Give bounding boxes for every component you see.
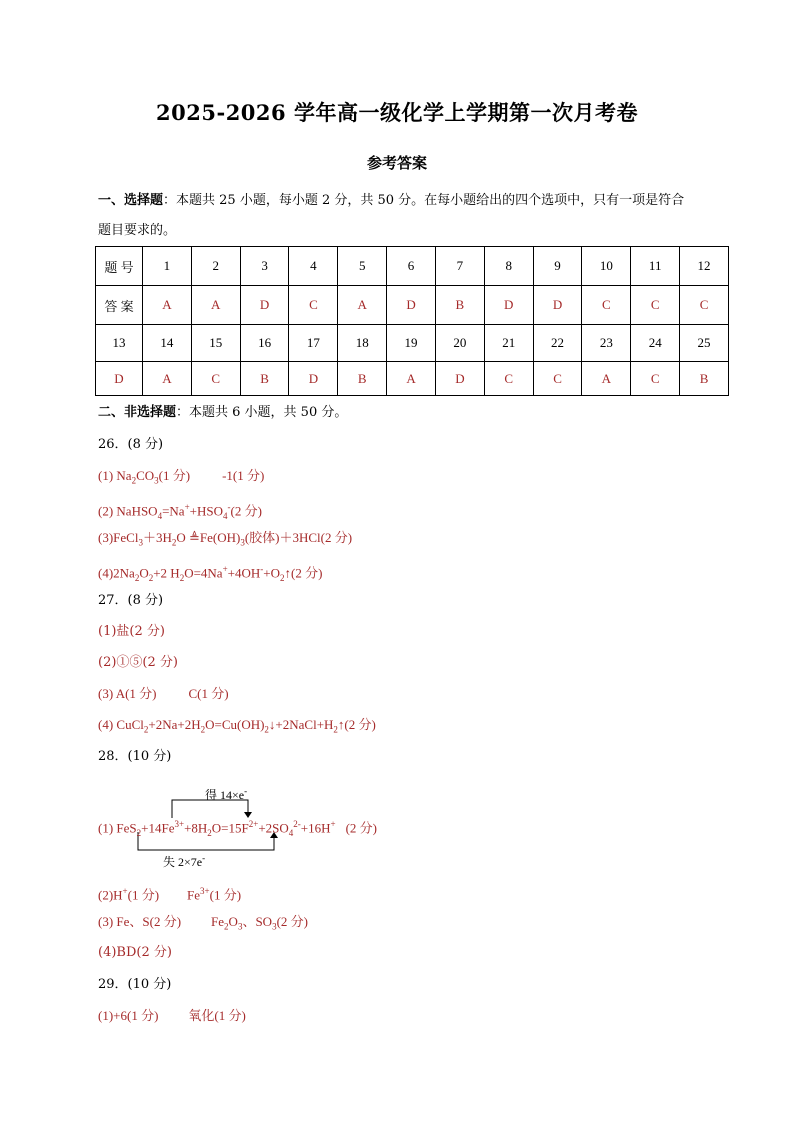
q27-a4-sub: 2: [200, 724, 206, 735]
q29-header: 29．(10 分): [98, 977, 172, 992]
section2-text: ：本题共 6 小题，共 50 分。: [176, 405, 348, 420]
table-cell: A: [143, 362, 192, 396]
table-cell: C: [289, 286, 338, 325]
section1-line1: [98, 193, 684, 209]
q26-a3-text: (3)FeCl: [98, 530, 139, 545]
table-cell: 7: [435, 247, 484, 286]
table-cell: A: [143, 286, 192, 325]
table-cell: C: [582, 286, 631, 325]
table-cell: 3: [240, 247, 289, 286]
row-label-num: 题 号: [96, 247, 143, 286]
q29-a1-text: (1)+6(1 分): [98, 1008, 159, 1023]
q28-answer-2: [98, 883, 241, 903]
section1-heading: 一、选择题: [98, 193, 164, 208]
q26-a2-sub: 4: [223, 510, 228, 521]
table-row: [96, 362, 729, 396]
q28-a3-sub: 3: [272, 921, 277, 932]
table-cell: 16: [240, 325, 289, 362]
q26-a4-text: +4OH: [227, 565, 261, 581]
q26-a4-sup: +: [222, 564, 228, 574]
q28-a2-text: (1 分): [127, 887, 160, 903]
q28-eq-text: +14Fe: [141, 820, 175, 836]
page-subtitle: 参考答案: [366, 154, 427, 172]
q27-a4-sub: 2: [333, 724, 338, 735]
table-cell: 25: [680, 325, 729, 362]
table-cell: 11: [631, 247, 680, 286]
q29-answer-1: [98, 1008, 246, 1024]
q26-a2-text: (2) NaHSO: [98, 503, 158, 519]
q28-eq-sup: 2-: [293, 819, 301, 829]
table-cell: D: [484, 286, 533, 325]
table-cell: 23: [582, 325, 631, 362]
q26-a4-text: +O: [263, 565, 281, 581]
table-row: [96, 325, 729, 362]
q29-a1-text: 氧化(1 分): [188, 1008, 246, 1023]
table-cell: 15: [191, 325, 240, 362]
table-cell: 24: [631, 325, 680, 362]
q26-a3-sub: 3: [240, 537, 245, 548]
table-cell: B: [240, 362, 289, 396]
q26-answer-2: [98, 499, 262, 524]
table-cell: D: [96, 362, 143, 396]
table-cell: A: [387, 362, 436, 396]
q26-a1-score: (1 分): [158, 468, 191, 483]
q27-a4-text: ↓+2NaCl+H: [268, 717, 334, 732]
q26-a2-sub: 4: [157, 510, 163, 521]
q26-a2-text: +HSO: [189, 503, 223, 519]
q27-a3-text: (3) A(1 分): [98, 686, 157, 701]
q26-a4-sub: 2: [280, 572, 285, 583]
section1-text: ：本题共 25 小题，每小题 2 分，共 50 分。在每小题给出的四个选项中，只有一项是符合: [163, 193, 685, 208]
q28-a2-text: (1 分): [209, 887, 242, 903]
table-cell: 5: [338, 247, 387, 286]
q26-a4-sub: 2: [148, 572, 154, 583]
table-cell: C: [631, 362, 680, 396]
lose-label-sup: -: [202, 853, 206, 863]
gain-label-sup: -: [244, 786, 248, 796]
q26-a4-sub: 2: [179, 572, 185, 583]
q28-eq-text: +2SO: [258, 820, 289, 836]
q26-a3-text: O ≜Fe(OH): [176, 530, 241, 545]
table-cell: 19: [387, 325, 436, 362]
table-cell: 17: [289, 325, 338, 362]
q27-answer-3: [98, 686, 229, 702]
q27-a4-text: O=Cu(OH): [205, 717, 265, 732]
table-cell: D: [289, 362, 338, 396]
table-cell: C: [191, 362, 240, 396]
q28-a2-sup: +: [122, 886, 128, 896]
q28-a3-text: (2 分): [276, 914, 308, 929]
q26-header: 26．(8 分): [98, 437, 164, 452]
q28-header: 28．(10 分): [98, 749, 172, 764]
table-cell: 14: [143, 325, 192, 362]
table-cell: D: [533, 286, 582, 325]
q27-a3-text: C(1 分): [188, 686, 229, 701]
table-cell: D: [387, 286, 436, 325]
section2-heading: 二、非选择题: [98, 405, 177, 420]
table-row: [96, 286, 729, 325]
table-cell: 22: [533, 325, 582, 362]
q28-eq-sub: 2: [136, 827, 142, 838]
q26-a3-sub: 2: [171, 537, 177, 548]
section2-line: [98, 405, 347, 421]
q28-a3-sub: 3: [237, 921, 243, 932]
lose-label-text: 失 2×7e: [163, 855, 203, 869]
q27-a4-text: ↑(2 分): [337, 717, 376, 732]
q26-a2-score: (2 分): [230, 503, 262, 519]
table-cell: 2: [191, 247, 240, 286]
q26-a4-text: O: [139, 565, 149, 581]
q28-a3-text: O: [228, 914, 238, 929]
q26-a1-answer-b: -1(1 分): [222, 468, 265, 483]
q27-a4-text: +2Na+2H: [148, 717, 201, 732]
q26-a1-sub: 3: [154, 475, 159, 486]
table-cell: D: [435, 362, 484, 396]
q26-a1-text: (1) Na: [98, 468, 132, 483]
section1-line2: 题目要求的。: [98, 223, 177, 238]
q27-answer-4: [98, 717, 376, 738]
lose-label: [163, 850, 205, 870]
q28-answer-1: [98, 816, 377, 841]
q26-a4-sub: 2: [134, 572, 140, 583]
table-cell: C: [533, 362, 582, 396]
q26-a1-sub: 2: [131, 475, 137, 486]
table-cell: 8: [484, 247, 533, 286]
table-cell: C: [631, 286, 680, 325]
table-cell: 1: [143, 247, 192, 286]
q28-a3-text: 、SO: [242, 914, 273, 929]
q27-answer-2: (2)①⑤(2 分): [98, 655, 178, 670]
q26-a4-text: (4)2Na: [98, 565, 135, 581]
q28-eq-score: (2 分): [345, 820, 378, 836]
table-cell: A: [338, 286, 387, 325]
q26-a1-text: CO: [136, 468, 155, 483]
q27-a4-text: (4) CuCl: [98, 717, 144, 732]
table-cell: 4: [289, 247, 338, 286]
q28-eq-text: +8H: [184, 820, 208, 836]
table-cell: C: [484, 362, 533, 396]
gain-label: [205, 783, 247, 803]
table-cell: 10: [582, 247, 631, 286]
page-title: 2025-2026 学年高一级化学上学期第一次月考卷: [156, 100, 638, 125]
q26-a3-text: ＋3H: [142, 530, 172, 545]
table-cell: B: [680, 362, 729, 396]
q28-eq-sup: +: [330, 819, 336, 829]
q28-eq-text: O=15F: [211, 820, 249, 836]
q28-eq-sup: 3+: [174, 819, 185, 829]
answer-table: [95, 246, 729, 396]
q26-answer-1: [98, 468, 264, 489]
q26-answer-3: [98, 530, 352, 551]
q28-answer-3: [98, 914, 308, 935]
q26-a2-sup: +: [184, 502, 190, 512]
q26-answer-4: [98, 561, 322, 586]
table-cell: 21: [484, 325, 533, 362]
q28-eq-sub: 2: [207, 827, 212, 838]
table-cell: A: [582, 362, 631, 396]
q27-header: 27．(8 分): [98, 593, 164, 608]
q26-a4-text: ↑(2 分): [284, 565, 323, 581]
q28-a2-text: (2)H: [98, 887, 123, 903]
q28-a2-sup: 3+: [200, 886, 210, 896]
table-row: [96, 247, 729, 286]
q28-eq-sup: 2+: [248, 819, 259, 829]
table-cell: 13: [96, 325, 143, 362]
q26-a4-text: +2 H: [153, 565, 180, 581]
table-cell: 6: [387, 247, 436, 286]
row-label-ans: 答 案: [96, 286, 143, 325]
table-cell: 18: [338, 325, 387, 362]
q28-a2-text: Fe: [187, 887, 201, 903]
q26-a2-text: =Na: [162, 503, 185, 519]
table-cell: A: [191, 286, 240, 325]
q26-a4-text: O=4Na: [184, 565, 223, 581]
q26-a4-sup: -: [260, 564, 264, 574]
q28-answer-4: (4)BD(2 分): [98, 945, 172, 960]
q26-a3-text: (胶体)＋3HCl(2 分): [244, 530, 353, 545]
table-cell: B: [435, 286, 484, 325]
q28-a3-sub: 2: [224, 921, 229, 932]
gain-label-text: 得 14×e: [205, 788, 245, 802]
table-cell: 12: [680, 247, 729, 286]
q28-eq-sub: 4: [288, 827, 294, 838]
q28-a3-text: Fe: [211, 914, 225, 929]
table-cell: B: [338, 362, 387, 396]
q28-eq-text: +16H: [300, 820, 331, 836]
q27-answer-1: (1)盐(2 分): [98, 624, 165, 639]
table-cell: D: [240, 286, 289, 325]
q26-a2-sup: -: [227, 502, 231, 512]
q27-a4-sub: 2: [143, 724, 149, 735]
table-cell: C: [680, 286, 729, 325]
q27-a4-sub: 2: [264, 724, 269, 735]
q26-a3-sub: 3: [138, 537, 143, 548]
table-cell: 9: [533, 247, 582, 286]
q28-a3-text: (3) Fe、S(2 分): [98, 914, 182, 929]
q28-eq-text: (1) FeS: [98, 820, 137, 836]
table-cell: 20: [435, 325, 484, 362]
